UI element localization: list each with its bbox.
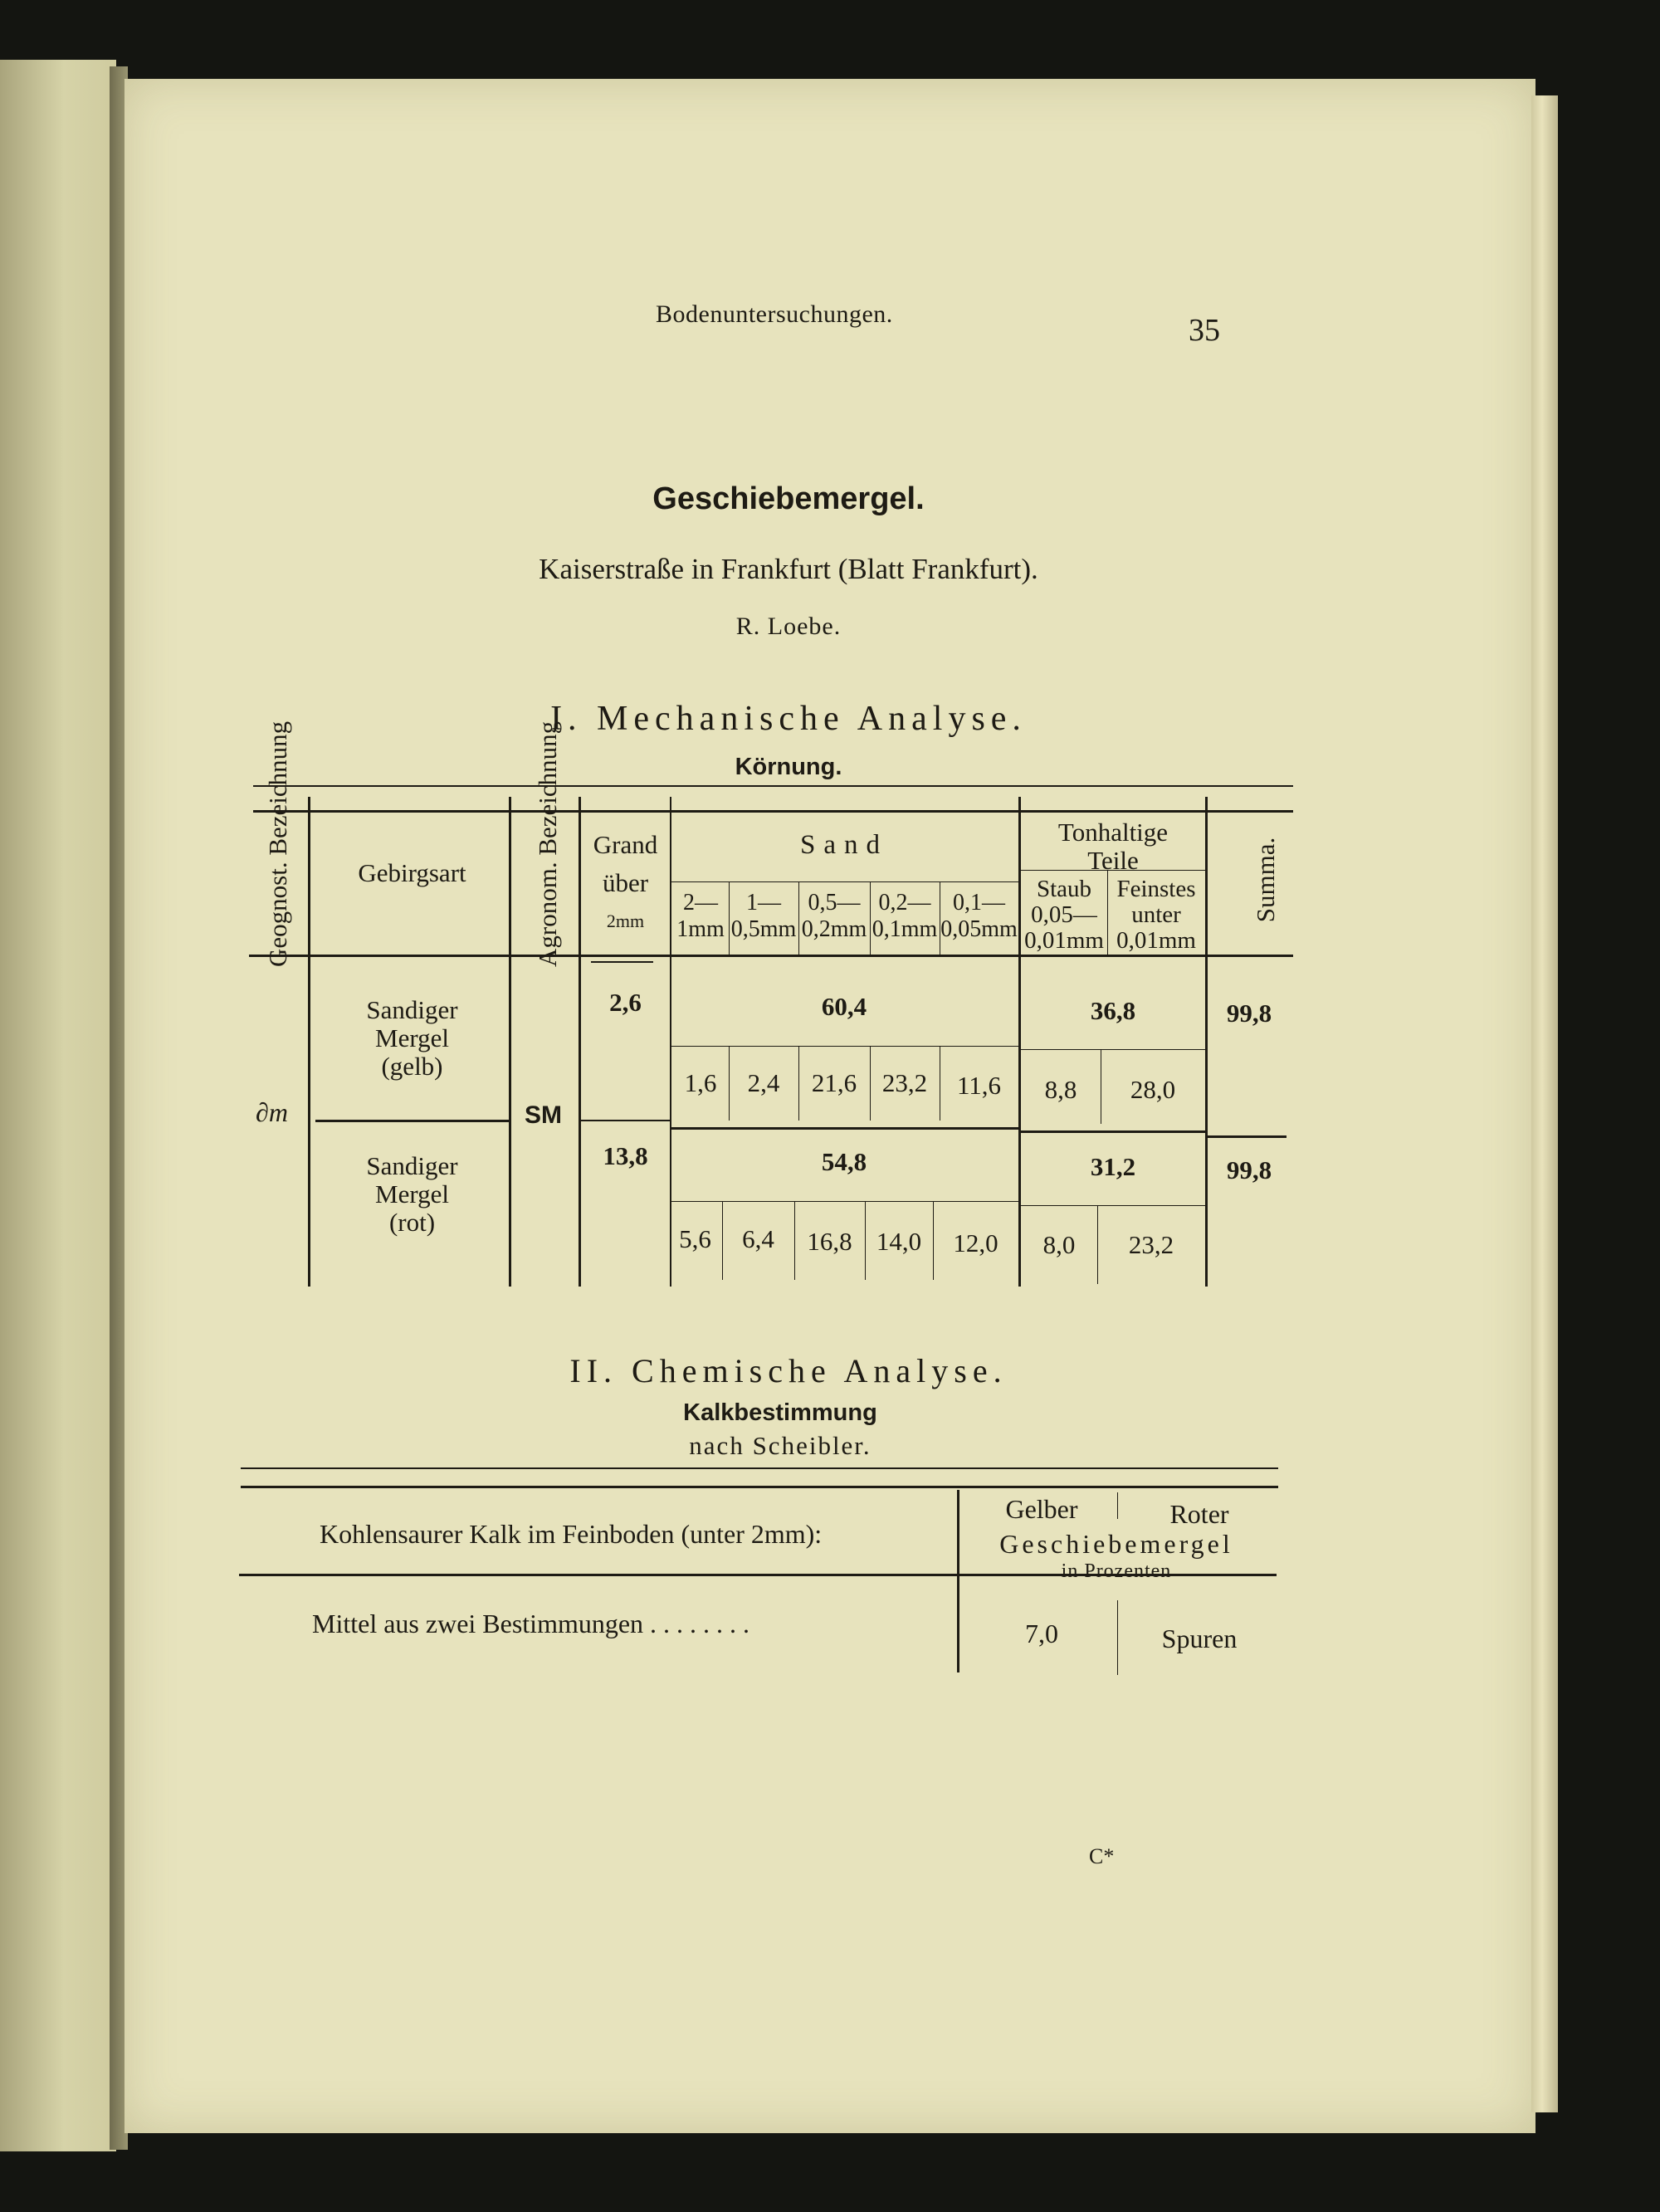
sand-col5-top: 0,1— — [953, 890, 1005, 916]
row2-feinstes: 23,2 — [1128, 1230, 1174, 1259]
header-grand-line2: über — [602, 868, 649, 897]
row2-sand-5: 12,0 — [953, 1228, 998, 1257]
section1-title: I. Mechanische Analyse. — [550, 700, 1027, 738]
table2-val1: 7,0 — [1025, 1619, 1058, 1648]
header-tonhaltige-line1: Tonhaltige — [1057, 818, 1169, 847]
sand-col1-header — [672, 890, 729, 943]
header-grand — [581, 826, 670, 940]
section2-method: nach Scheibler. — [689, 1431, 872, 1460]
ton-row-divider — [1021, 1130, 1208, 1133]
row1-sand-4: 23,2 — [881, 1068, 928, 1097]
row2-gebirgsart-line3: (rot) — [388, 1208, 436, 1237]
gebirgsart-divider — [315, 1120, 509, 1122]
sand-col5-header — [940, 890, 1018, 943]
row1-sand-3: 21,6 — [811, 1068, 857, 1097]
header-grand-line3: 2mm — [606, 911, 645, 931]
table2-data-label: Mittel aus zwei Bestimmungen . . . . . . . . — [312, 1609, 750, 1638]
table1-header-rule — [249, 955, 1293, 957]
row2-sand-1: 5,6 — [679, 1224, 711, 1253]
header-staub-line1: Staub — [1036, 876, 1092, 902]
table1-top-rule — [253, 785, 1293, 787]
summa-row-divider — [1208, 1135, 1286, 1138]
vline-grand — [670, 797, 671, 1287]
sand-col2-bottom: 0,5mm — [730, 916, 797, 942]
row2-gebirgsart-line1: Sandiger — [366, 1151, 458, 1180]
row2-ton-total: 31,2 — [1090, 1152, 1136, 1181]
row1-sand-1: 1,6 — [684, 1068, 717, 1097]
section2-subtitle: Kalkbestimmung — [683, 1399, 877, 1426]
row1-total-rule — [670, 1046, 1018, 1047]
location-line: Kaiserstraße in Frankfurt (Blatt Frankfurt). — [539, 553, 1038, 585]
table1-top-rule-2 — [253, 810, 1293, 813]
geognost-value: ∂m — [256, 1097, 288, 1127]
agronom-value: SM — [525, 1101, 562, 1129]
header-tonhaltige — [1021, 818, 1205, 875]
sand-col1-bottom: 1mm — [676, 916, 725, 942]
header-staub-line3: 0,01mm — [1024, 927, 1104, 954]
table2-unit: in Prozenten — [1061, 1560, 1172, 1582]
sand-col4-header — [870, 890, 940, 943]
table2-vline — [957, 1490, 959, 1672]
table2-col1: Gelber — [1005, 1494, 1078, 1524]
row2-grand: 13,8 — [603, 1141, 648, 1170]
sand-col4-bottom: 0,1mm — [872, 916, 938, 942]
grand-mini-rule — [591, 961, 653, 963]
sand-col2-top: 1— — [746, 890, 781, 916]
vline-ton — [1205, 797, 1208, 1287]
row2-ton-rule — [1021, 1205, 1205, 1206]
table2-row-label: Kohlensaurer Kalk im Feinboden (unter 2mm): — [320, 1519, 823, 1549]
table2-col2: Roter — [1169, 1499, 1229, 1529]
row1-staub: 8,8 — [1044, 1075, 1077, 1104]
section1-subtitle: Körnung. — [735, 754, 842, 780]
row1-gebirgsart-line1: Sandiger — [366, 995, 458, 1024]
author-line: R. Loebe. — [735, 613, 842, 640]
section2-title: II. Chemische Analyse. — [569, 1352, 1008, 1389]
header-gebirgsart: Gebirgsart — [358, 858, 466, 887]
row2-summa: 99,8 — [1226, 1155, 1272, 1184]
row1-ton-total: 36,8 — [1090, 996, 1136, 1025]
row1-ton-rule — [1021, 1049, 1205, 1050]
vline-geognost — [308, 797, 310, 1287]
sand-col1-top: 2— — [683, 890, 718, 916]
table2-col-common: Geschiebemergel — [999, 1529, 1233, 1559]
row1-grand: 2,6 — [609, 988, 642, 1017]
table2-val2: Spuren — [1161, 1624, 1238, 1653]
running-title: Bodenuntersuchungen. — [656, 300, 893, 328]
sand-col2-header — [729, 890, 798, 943]
header-geognost: Geognost. Bezeichnung — [263, 720, 292, 967]
left-page-edge — [0, 60, 116, 2151]
page-title: Geschiebemergel. — [652, 481, 925, 516]
header-staub-line2: 0,05— — [1031, 901, 1097, 928]
table2-col-sep-top — [1117, 1492, 1118, 1519]
row1-sand-2: 2,4 — [747, 1068, 780, 1097]
row2-sand-2: 6,4 — [742, 1224, 774, 1253]
header-sand: Sand — [800, 830, 888, 860]
sand-row-divider — [670, 1127, 1018, 1130]
sand-col3-bottom: 0,2mm — [801, 916, 867, 942]
sand-col3-top: 0,5— — [808, 890, 861, 916]
row2-staub: 8,0 — [1042, 1230, 1076, 1259]
sand-col3-header — [798, 890, 870, 943]
row1-feinstes: 28,0 — [1130, 1075, 1176, 1104]
sand-col5-bottom: 0,05mm — [940, 916, 1018, 942]
row1-sand-total: 60,4 — [821, 992, 867, 1021]
header-feinstes — [1107, 876, 1205, 954]
header-grand-line1: Grand — [593, 830, 658, 859]
row2-gebirgsart-line2: Mergel — [375, 1179, 449, 1209]
row2-gebirgsart — [315, 1152, 509, 1237]
table2-col-sep-bottom — [1117, 1600, 1118, 1675]
row2-sand-4: 14,0 — [876, 1227, 922, 1256]
table2-top-rule-2 — [241, 1486, 1278, 1488]
row2-sand-total: 54,8 — [821, 1147, 867, 1176]
row1-summa: 99,8 — [1226, 999, 1272, 1028]
vline-gebirgsart — [509, 797, 511, 1287]
header-feinstes-line2: unter — [1131, 901, 1181, 928]
header-tonhaltige-line2: Teile — [1087, 846, 1139, 875]
signature-mark: C* — [1089, 1844, 1115, 1868]
grand-divider — [581, 1120, 670, 1121]
page-number: 35 — [1189, 313, 1220, 348]
header-staub — [1021, 876, 1107, 954]
table2-top-rule — [241, 1467, 1278, 1469]
row2-sand-3: 16,8 — [807, 1227, 852, 1256]
sand-col4-top: 0,2— — [878, 890, 931, 916]
page — [124, 79, 1536, 2133]
header-feinstes-line3: 0,01mm — [1116, 927, 1196, 954]
header-feinstes-line1: Feinstes — [1116, 876, 1196, 902]
row1-sand-5: 11,6 — [956, 1071, 1002, 1100]
row1-gebirgsart — [315, 996, 509, 1081]
header-summa: Summa. — [1251, 837, 1280, 923]
row1-gebirgsart-line3: (gelb) — [381, 1052, 443, 1081]
header-agronom: Agronom. Bezeichnung — [533, 720, 562, 967]
row1-gebirgsart-line2: Mergel — [375, 1023, 449, 1052]
sand-sub-rule — [670, 881, 1018, 882]
page-edge — [1531, 95, 1558, 2112]
